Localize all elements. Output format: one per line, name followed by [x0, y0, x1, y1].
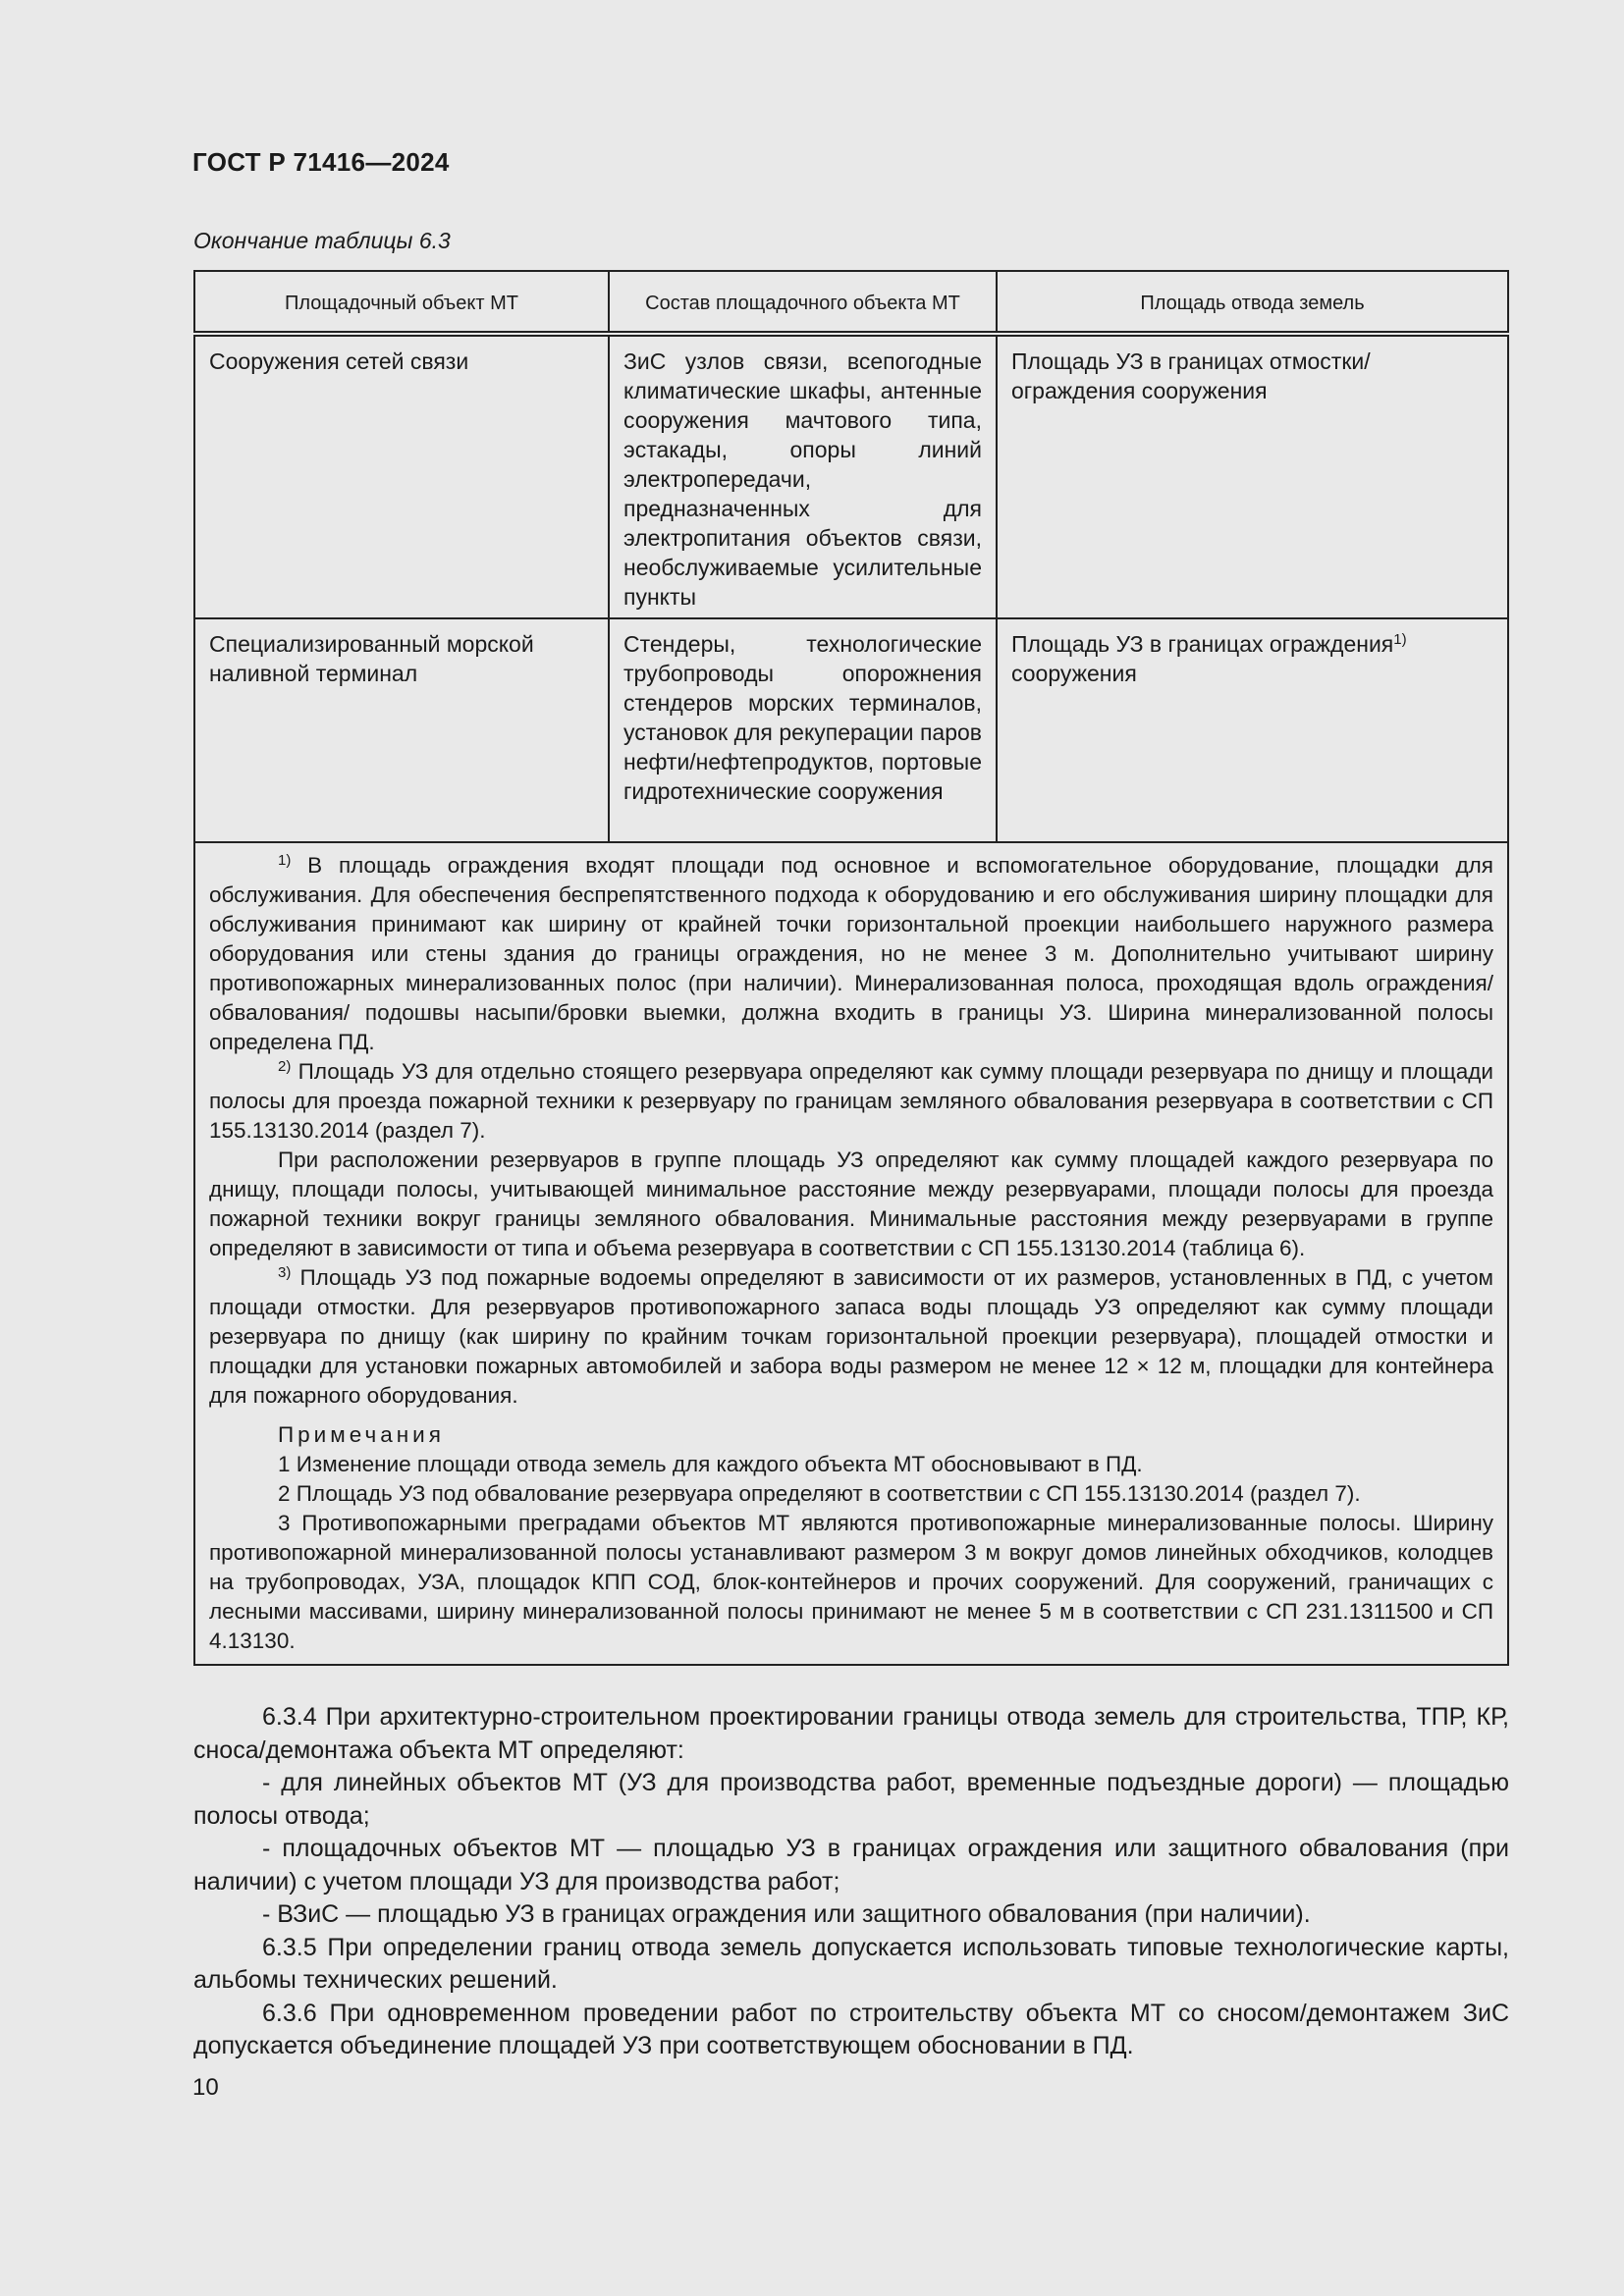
footnote-text: Площадь УЗ под пожарные водоемы определяют в зависимости от их размеров, установленных в ПД, с учетом площади отмостки. Для резервуаров противопожарного запаса воды площадь УЗ определяют как сумму площади резервуара по днищу (как ширину по крайним точкам горизонтальной проекции резервуара), площадей отмостки и площадки для установки пожарных автомобилей и забора воды размером не менее 12 × 12 м, площадки для контейнера для пожарного оборудования. — [209, 1265, 1493, 1408]
footnote — [209, 1263, 1493, 1411]
list-item: - площадочных объектов МТ — площадью УЗ в границах ограждения или защитного обвалования (при наличии) с учетом площади УЗ для производства работ; — [193, 1835, 1509, 1896]
table-row — [194, 618, 1508, 842]
cell-object: Сооружения сетей связи — [194, 334, 609, 618]
table-row — [194, 334, 1508, 618]
paragraph-6-3-5: 6.3.5 При определении границ отвода земель допускается использовать типовые технологические карты, альбомы технических решений. — [193, 1933, 1509, 1994]
land-allocation-table — [193, 270, 1509, 1666]
footnote-continuation: При расположении резервуаров в группе площадь УЗ определяют как сумму площадей каждого резервуара по днищу, площади полосы, учитывающей минимальное расстояние между резервуарами, площади полосы для проезда пожарной техники вокруг границы земляного обвалования. Минимальные расстояния между резервуарами в группе определяют в зависимости от типа и объема резервуара в соответствии с СП 155.13130.2014 (таблица 6). — [209, 1148, 1493, 1260]
footnote-mark: 1) — [278, 852, 292, 869]
document-code: ГОСТ Р 71416—2024 — [192, 147, 450, 177]
cell-composition — [609, 334, 997, 618]
table-header-row — [194, 271, 1508, 334]
column-header-object: Площадочный объект МТ — [194, 271, 609, 334]
footnote — [209, 1057, 1493, 1146]
cell-object: Специализированный морской наливной терминал — [194, 618, 609, 842]
column-header-area: Площадь отвода земель — [997, 271, 1508, 334]
area-text: Площадь УЗ в границах ограждения — [1011, 631, 1394, 657]
paragraph-6-3-6: 6.3.6 При одновременном проведении работ по строительству объекта МТ со сносом/демонтажем ЗиС допускается объединение площадей УЗ при соответствующем обосновании в ПД. — [193, 1999, 1509, 2059]
notes-title: Примечания — [278, 1422, 445, 1447]
cell-composition — [609, 618, 997, 842]
footnote-text: Площадь УЗ для отдельно стоящего резервуара определяют как сумму площади резервуара по днищу и площади полосы для проезда пожарной техники к резервуару по границам земляного обвалования резервуара в соответствии с СП 155.13130.2014 (раздел 7). — [209, 1059, 1493, 1143]
note-item: 2 Площадь УЗ под обвалование резервуара определяют в соответствии с СП 155.13130.2014 (раздел 7). — [278, 1481, 1361, 1506]
page-number: 10 — [192, 2074, 219, 2101]
list-item: - для линейных объектов МТ (УЗ для производства работ, временные подъездные дороги) — площадью полосы отвода; — [193, 1769, 1509, 1830]
footnote-mark: 2) — [278, 1058, 292, 1075]
area-text-tail: сооружения — [1011, 661, 1137, 686]
footnote-text: В площадь ограждения входят площади под основное и вспомогательное оборудование, площадки для обслуживания. Для обеспечения беспрепятственного подхода к оборудованию и его обслуживания ширину площадки для обслуживания принимают как ширину от крайней точки горизонтальной проекции наибольшего наружного размера оборудования или стены здания до границы ограждения, но не менее 3 м. Дополнительно учитывают ширину противопожарных минерализованных полос (при наличии). Минерализованная полоса, проходящая вдоль ограждения/обвалования/ подошвы насыпи/бровки выемки, должна входить в границы УЗ. Ширина минерализованной полосы определена ПД. — [209, 853, 1493, 1054]
footnote — [209, 851, 1493, 1057]
cell-area: Площадь УЗ в границах отмостки/ограждения сооружения — [997, 334, 1508, 618]
composition-text: ЗиС узлов связи, всепогодные климатические шкафы, антенные сооружения мачтового типа, эстакады, опоры линий электропередачи, предназначенных для электропитания объектов связи, необслуживаемые усилительные пункты — [623, 348, 982, 610]
table-footnotes — [194, 842, 1508, 1665]
body-text — [193, 1701, 1509, 2063]
composition-text: Стендеры, технологические трубопроводы опорожнения стендеров морских терминалов, установок для рекуперации паров нефти/нефтепродуктов, портовые гидротехнические сооружения — [623, 631, 982, 804]
footnote-ref: 1) — [1393, 631, 1407, 648]
table-notes-row — [194, 842, 1508, 1665]
note-item: 3 Противопожарными преградами объектов МТ являются противопожарные минерализованные полосы. Ширину противопожарной минерализованной полосы устанавливают размером 3 м вокруг домов линейных обходчиков, колодцев на трубопроводах, УЗА, площадок КПП СОД, блок-контейнеров и прочих сооружений. Для сооружений, граничащих с лесными массивами, ширину минерализованной полосы принимают не менее 5 м в соответствии с СП 231.1311500 и СП 4.13130. — [209, 1511, 1493, 1653]
cell-area — [997, 618, 1508, 842]
table-caption: Окончание таблицы 6.3 — [193, 228, 451, 253]
column-header-composition: Состав площадочного объекта МТ — [609, 271, 997, 334]
footnote-mark: 3) — [278, 1264, 292, 1281]
list-item: - ВЗиС — площадью УЗ в границах ограждения или защитного обвалования (при наличии). — [262, 1900, 1311, 1928]
paragraph-6-3-4: 6.3.4 При архитектурно-строительном проектировании границы отвода земель для строительства, ТПР, КР, сноса/демонтажа объекта МТ определяют: — [193, 1703, 1509, 1764]
note-item: 1 Изменение площади отвода земель для каждого объекта МТ обосновывают в ПД. — [278, 1452, 1143, 1476]
